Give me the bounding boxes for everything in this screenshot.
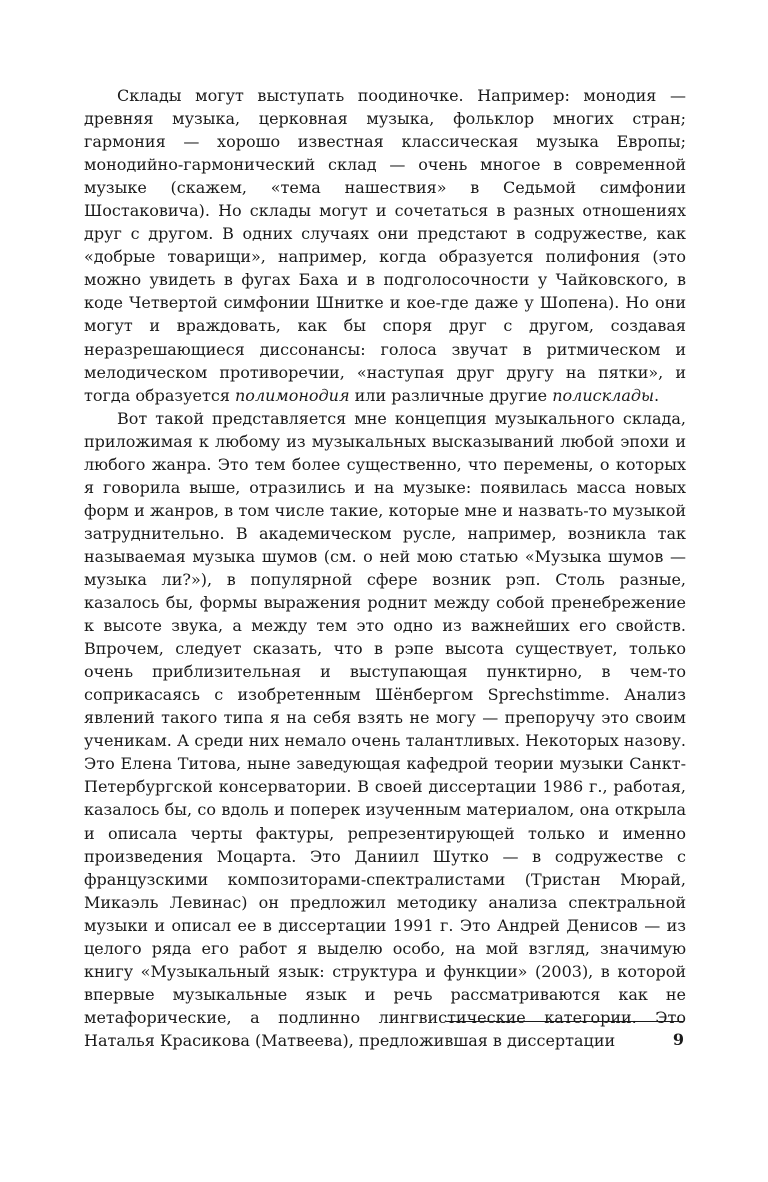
italic-term-polytextures: полисклады: [552, 385, 655, 405]
footer-divider: [446, 1021, 684, 1022]
paragraph-text-segment: или различные другие: [349, 385, 553, 405]
paragraph-text-segment: Склады могут выступать поодиночке. Например: монодия — древняя музыка, церковная музыка, фольклор многих стран; гармония — хорошо известная классическая музыка Европы; монодийно-гармонический склад — очень многое в современной музыке (скажем, «тема нашествия» в Седьмой симфонии Шостаковича). Но склады могут и сочетаться в разных отношениях друг с другом. В одних случаях они предстают в содружестве, как «добрые товарищи», например, когда образуется полифония (это можно увидеть в фугах Баха и в подголосочности у Чайковского, в коде Четвертой симфонии Шнитке и кое-где даже у Шопена). Но они могут и враждовать, как бы споря друг с другом, создавая неразрешающиеся диссонансы: голоса звучат в ритмическом и мелодическом противоречии, «наступая друг другу на пятки», и тогда образуется: [84, 86, 686, 405]
paragraph-concept: Вот такой представляется мне концепция музыкального склада, приложимая к любому из музыкальных высказываний любой эпохи и любого жанра. Это тем более существенно, что перемены, о которых я говорила выше, отразились и на музыке: появилась масса новых форм и жанров, в том числе такие, которые мне и назвать-то музыкой затруднительно. В академическом русле, например, возникла так называемая музыка шумов (см. о ней мою статью «Музыка шумов — музыка ли?»), в популярной сфере возник рэп. Столь разные, казалось бы, формы выражения роднит между собой пренебрежение к высоте звука, а между тем это одно из важнейших его свойств. Впрочем, следует сказать, что в рэпе высота существует, только очень приблизительная и выступающая пунктирно, в чем-то соприкасаясь с изобретенным Шёнбергом Sprechstimme. Анализ явлений такого типа я на себя взять не могу — препоручу это своим ученикам. А среди них немало очень талантливых. Некоторых назову. Это Елена Титова, ныне заведующая кафедрой теории музыки Санкт-Петербургской консерватории. В своей диссертации 1986 г., работая, казалось бы, со вдоль и поперек изученным материалом, она открыла и описала черты фактуры, репрезентирующей только и именно произведения Моцарта. Это Даниил Шутко — в содружестве с французскими композиторами-спектралистами (Тристан Мюрай, Микаэль Левинас) он предложил методику анализа спектральной музыки и описал ее в диссертации 1991 г. Это Андрей Денисов — из целого ряда его работ я выделю особо, на мой взгляд, значимую книгу «Музыкальный язык: структура и функции» (2003), в которой впервые музыкальные язык и речь рассматриваются как не метафорические, а подлинно лингвистические категории. Это Наталья Красикова (Матвеева), предложившая в диссертации: [84, 408, 686, 1050]
paragraph-textures: [84, 84, 686, 407]
italic-term-polymonody: полимонодия: [235, 385, 350, 405]
page-body: [84, 84, 686, 1052]
page-number: 9: [672, 1030, 684, 1049]
paragraph-text-segment: .: [654, 385, 660, 405]
